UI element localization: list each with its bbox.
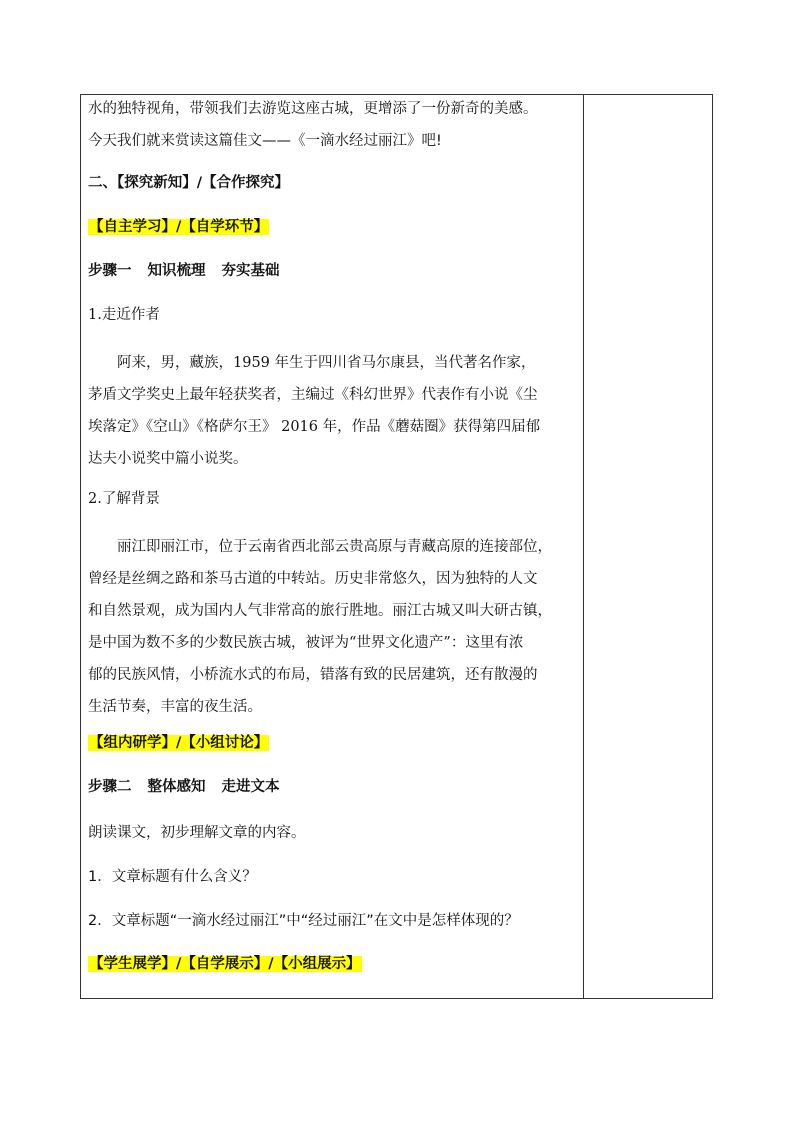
step-one-part2: 夯实基础 — [221, 263, 280, 279]
step-one-part1: 知识梳理 — [147, 263, 206, 279]
item1-title: 1.走近作者 — [88, 307, 160, 323]
item2-line-1: 丽江即丽江市，位于云南省西北部云贵高原与青藏高原的连接部位， — [117, 539, 552, 555]
item2-line-6: 生活节奏，丰富的夜生活。 — [88, 699, 262, 715]
read-instruction: 朗读课文，初步理解文章的内容。 — [88, 825, 306, 841]
tag-group-text: 【组内研学】/【小组讨论】 — [89, 735, 269, 751]
tag-show-text: 【学生展学】/【自学展示】/【小组展示】 — [89, 956, 361, 972]
item2-line-3: 和自然景观，成为国内人气非常高的旅行胜地。丽江古城又叫大研古镇， — [88, 603, 552, 619]
item2-title: 2.了解背景 — [88, 491, 160, 507]
item1-line-3: 埃落定》《空山》《格萨尔王》 2016 年，作品《蘑菇圈》获得第四届郁 — [88, 419, 541, 435]
tag-group — [88, 732, 269, 754]
step-two-heading — [88, 776, 280, 798]
section-heading: 二、【探究新知】/【合作探究】 — [88, 175, 290, 191]
tag-self-study — [88, 216, 269, 238]
item2-line-2: 曾经是丝绸之路和茶马古道的中转站。历史非常悠久，因为独特的人文 — [88, 571, 538, 587]
intro-line-2: 今天我们就来赏读这篇佳文——《一滴水经过丽江》吧! — [88, 133, 442, 149]
step-two-label: 步骤二 — [88, 779, 132, 795]
step-one-heading — [88, 260, 280, 282]
item1-line-4: 达夫小说奖中篇小说奖。 — [88, 451, 248, 467]
item2-line-5: 郁的民族风情，小桥流水式的布局，错落有致的民居建筑，还有散漫的 — [88, 667, 538, 683]
column-divider — [583, 94, 584, 999]
tag-show — [88, 953, 362, 975]
question-2: 2．文章标题“一滴水经过丽江”中“经过丽江”在文中是怎样体现的？ — [88, 913, 519, 929]
item1-line-2: 茅盾文学奖史上最年轻获奖者，主编过《科幻世界》代表作有小说《尘 — [88, 387, 538, 403]
step-two-part2: 走进文本 — [221, 779, 280, 795]
item1-line-1: 阿来，男，藏族，1959 年生于四川省马尔康县，当代著名作家， — [117, 355, 536, 371]
intro-line-1: 水的独特视角，带领我们去游览这座古城，更增添了一份新奇的美感。 — [88, 101, 538, 117]
item2-line-4: 是中国为数不多的少数民族古城，被评为“世界文化遗产”：这里有浓 — [88, 635, 524, 651]
step-one-label: 步骤一 — [88, 263, 132, 279]
step-two-part1: 整体感知 — [147, 779, 206, 795]
question-1: 1．文章标题有什么含义？ — [88, 869, 257, 885]
tag-self-study-text: 【自主学习】/【自学环节】 — [89, 219, 269, 235]
